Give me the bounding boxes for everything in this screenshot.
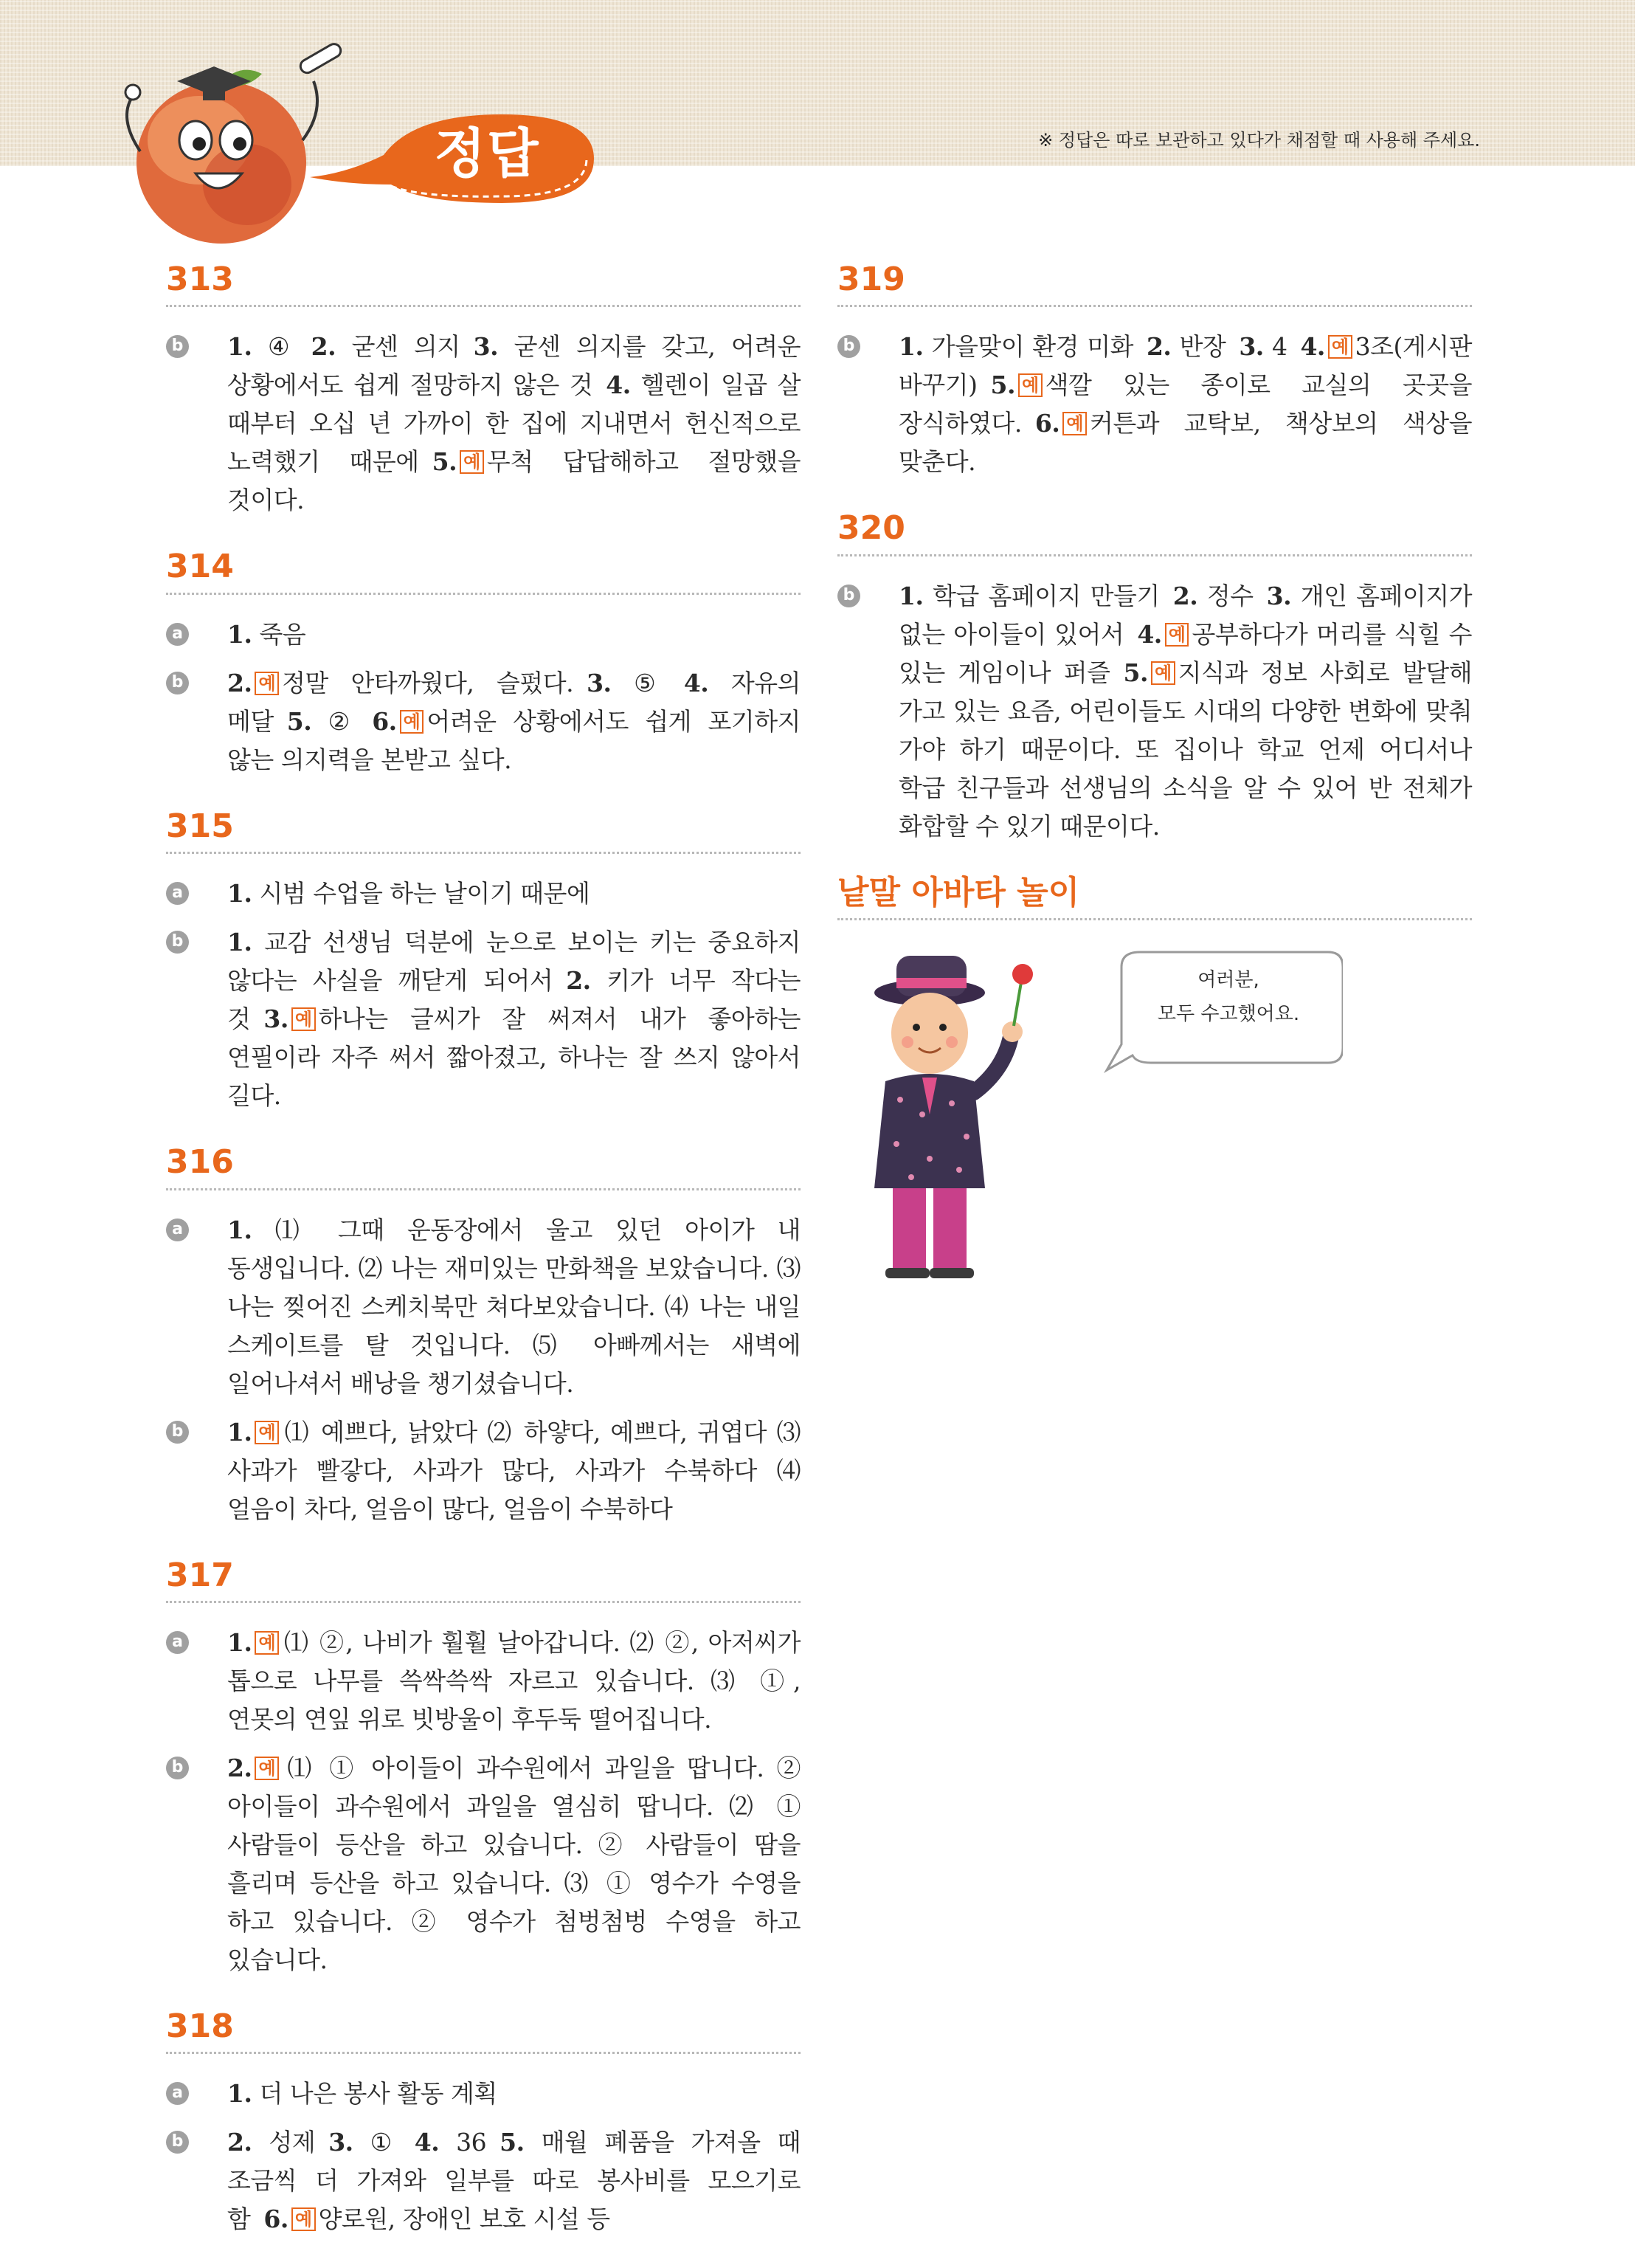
- section-number: 313: [166, 262, 801, 307]
- answer-text: [227, 2075, 801, 2113]
- answer-segment: 죽음: [252, 619, 306, 649]
- answer-text: [227, 2123, 801, 2238]
- question-number: 3.: [328, 2128, 353, 2157]
- level-badge-icon: b: [166, 335, 189, 358]
- level-badge-icon: a: [166, 1631, 189, 1654]
- example-mark: 예: [255, 1421, 279, 1444]
- section-number: 320: [837, 511, 1472, 556]
- answer-row: [166, 1413, 801, 1528]
- answer-section: [166, 549, 801, 779]
- question-number: 3.: [263, 1004, 288, 1034]
- question-number: 2.: [227, 2128, 252, 2157]
- example-mark: 예: [1328, 335, 1352, 359]
- question-number: 1.: [227, 1627, 252, 1657]
- answer-segment: 36: [439, 2128, 487, 2157]
- answer-segment: ⑴ 예쁘다, 낡았다 ⑵ 하얗다, 예쁘다, 귀엽다 ⑶ 사과가 빨갛다, 사과가 많다, 사과가 수북하다 ⑷ 얼음이 차다, 얼음이 많다, 얼음이 수북하다: [227, 1417, 801, 1523]
- answer-segment: ①: [353, 2128, 401, 2157]
- question-number: 4.: [414, 2128, 440, 2157]
- question-number: 5.: [1123, 658, 1148, 687]
- example-mark: 예: [1151, 661, 1175, 685]
- question-number: 2.: [311, 332, 336, 362]
- answer-text: [899, 328, 1472, 481]
- question-number: 1.: [227, 2079, 252, 2109]
- answer-section: [166, 809, 801, 1115]
- answer-text: [227, 923, 801, 1115]
- answer-section: [837, 262, 1472, 481]
- question-number: 2.: [1146, 332, 1172, 362]
- header-note: ※ 정답은 따로 보관하고 있다가 채점할 때 사용해 주세요.: [1038, 130, 1480, 151]
- level-badge-icon: a: [166, 882, 189, 905]
- question-number: 6.: [1034, 409, 1060, 438]
- answer-segment: 교감 선생님 덕분에 눈으로 보이는 키는 중요하지 않다는 사실을 깨닫게 되어서: [227, 928, 801, 996]
- answer-segment: 더 나은 봉사 활동 계획: [252, 2079, 497, 2109]
- question-number: 3.: [473, 332, 499, 362]
- section-number: 319: [837, 262, 1472, 307]
- answer-segment: 색깔 있는 종이로 교실의 곳곳을 장식하였다.: [899, 370, 1472, 438]
- answer-segment: ⑴ 그때 운동장에서 울고 있던 아이가 내 동생입니다. ⑵ 나는 재미있는 만화책을 보았습니다. ⑶ 나는 찢어진 스케치북만 쳐다보았습니다. ⑷ 나는 내일 스케이트를 탈 것입니다. ⑸ 아빠께서는 새벽에 일어나셔서 배낭을 챙기셨습니다.: [227, 1215, 801, 1398]
- answer-segment: 정말 안타까웠다, 슬펐다.: [282, 668, 574, 697]
- question-number: 4.: [1300, 332, 1325, 362]
- answer-segment: 자유의 메달: [227, 668, 801, 736]
- answer-segment: 어려운 상황에서도 쉽게 포기하지 않는 의지력을 본받고 싶다.: [227, 706, 801, 774]
- example-mark: 예: [1165, 623, 1189, 647]
- question-number: 3.: [1239, 332, 1264, 362]
- section-number: 낱말 아바타 놀이: [837, 875, 1472, 920]
- answer-section: [837, 875, 1472, 920]
- example-mark: 예: [291, 1007, 316, 1031]
- answer-section: [166, 1558, 801, 1979]
- page-title: 정답: [434, 123, 540, 185]
- question-number: 1.: [899, 332, 924, 362]
- left-column: [166, 262, 801, 2268]
- example-mark: 예: [1018, 373, 1043, 397]
- question-number: 2.: [227, 1753, 252, 1782]
- answer-segment: 지식과 정보 사회로 발달해 가고 있는 요즘, 어린이들도 시대의 다양한 변화에 맞춰 가야 하기 때문이다. 또 집이나 학교 언제 어디서나 학급 친구들과 선생님의 소식을 알 수 있어 반 전체가 화합할 수 있기 때문이다.: [899, 658, 1472, 841]
- answer-segment: ⑤: [611, 668, 671, 697]
- question-number: 1.: [227, 928, 252, 957]
- answer-segment: 굳센 의지를 갖고, 어려운 상황에서도 쉽게 절망하지 않은 것: [227, 332, 801, 400]
- answer-segment: 하나는 글씨가 잘 써져서 내가 좋아하는 연필이라 자주 써서 짧아졌고, 하나는 잘 쓰지 않아서 길다.: [227, 1004, 801, 1111]
- answer-section: [166, 2009, 801, 2238]
- answer-segment: 가을맞이 환경 미화: [923, 332, 1133, 362]
- example-mark: 예: [460, 450, 484, 474]
- answer-section: [166, 262, 801, 520]
- speech-line-1: 여러분,: [1197, 969, 1259, 991]
- question-number: 1.: [227, 619, 252, 649]
- answer-text: [227, 328, 801, 520]
- level-badge-icon: b: [837, 585, 860, 607]
- answer-text: [227, 1211, 801, 1403]
- answer-segment: 학급 홈페이지 만들기: [923, 581, 1160, 610]
- example-mark: 예: [400, 710, 424, 734]
- answer-text: [227, 875, 801, 913]
- section-number: 317: [166, 1558, 801, 1603]
- answer-segment: ⑴ ②, 나비가 훨훨 날아갑니다. ⑵ ②, 아저씨가 톱으로 나무를 쓱싹쓱싹 자르고 있습니다. ⑶ ①, 연못의 연잎 위로 빗방울이 후두둑 떨어집니다.: [227, 1627, 801, 1734]
- answer-segment: 매월 폐품을 가져올 때 조금씩 더 가져와 일부를 따로 봉사비를 모으기로 함: [227, 2128, 801, 2234]
- answer-row: [166, 616, 801, 654]
- level-badge-icon: b: [837, 335, 860, 358]
- answer-row: [166, 1624, 801, 1739]
- question-number: 1.: [227, 879, 252, 909]
- answer-segment: 3조(게시판 바꾸기): [899, 332, 1472, 400]
- answer-row: [166, 2123, 801, 2238]
- answer-row: [837, 328, 1472, 481]
- section-number: 316: [166, 1145, 801, 1190]
- answer-row: [166, 1749, 801, 1979]
- level-badge-icon: b: [166, 931, 189, 954]
- example-mark: 예: [291, 2207, 316, 2231]
- answer-segment: 굳센 의지: [336, 332, 460, 362]
- question-number: 5.: [286, 706, 312, 736]
- answer-text: [227, 1749, 801, 1979]
- answer-segment: 4: [1263, 332, 1287, 362]
- level-badge-icon: a: [166, 623, 189, 646]
- answer-segment: 공부하다가 머리를 식힐 수 있는 게임이나 퍼즐: [899, 619, 1472, 687]
- answer-row: [166, 875, 801, 913]
- section-number: 315: [166, 809, 801, 854]
- question-number: 2.: [1172, 581, 1198, 610]
- question-number: 2.: [566, 966, 591, 996]
- answer-segment: 정수: [1197, 581, 1254, 610]
- answer-segment: 양로원, 장애인 보호 시설 등: [318, 2205, 610, 2234]
- answer-segment: 헬렌이 일곱 살 때부터 오십 년 가까이 한 집에 지내면서 헌신적으로 노력했기 때문에: [227, 370, 801, 477]
- answer-text: [899, 577, 1472, 846]
- question-number: 1.: [227, 1215, 252, 1244]
- answer-segment: 성제: [252, 2128, 316, 2157]
- speech-bubble-text: [1121, 963, 1335, 1031]
- example-mark: 예: [255, 1631, 279, 1655]
- answer-row: [166, 328, 801, 520]
- question-number: 6.: [263, 2205, 288, 2234]
- level-badge-icon: b: [166, 2131, 189, 2154]
- question-number: 5.: [500, 2128, 525, 2157]
- answer-text: [227, 1413, 801, 1528]
- question-number: 4.: [1137, 619, 1162, 649]
- answer-section: [166, 1145, 801, 1528]
- question-number: 1.: [899, 581, 924, 610]
- answer-segment: 반장: [1171, 332, 1226, 362]
- question-number: 3.: [1266, 581, 1292, 610]
- speech-line-2: 모두 수고했어요.: [1157, 1003, 1300, 1025]
- level-badge-icon: a: [166, 1219, 189, 1241]
- section-number: 318: [166, 2009, 801, 2054]
- question-number: 1.: [227, 332, 252, 362]
- section-number: 314: [166, 549, 801, 594]
- answer-segment: ④: [252, 332, 298, 362]
- answer-segment: ②: [311, 706, 359, 736]
- answer-segment: 커튼과 교탁보, 책상보의 색상을 맞춘다.: [899, 409, 1472, 477]
- answer-text: [227, 1624, 801, 1739]
- answer-row: [837, 577, 1472, 846]
- answer-segment: 키가 너무 작다는 것: [227, 966, 801, 1034]
- answer-row: [166, 1211, 801, 1403]
- answer-segment: 무척 답답해하고 절망했을 것이다.: [227, 447, 801, 515]
- right-column: [837, 262, 1472, 950]
- example-mark: 예: [255, 672, 279, 695]
- question-number: 4.: [683, 668, 709, 697]
- question-number: 3.: [587, 668, 612, 697]
- level-badge-icon: b: [166, 672, 189, 694]
- level-badge-icon: b: [166, 1757, 189, 1779]
- example-mark: 예: [255, 1757, 279, 1780]
- example-mark: 예: [1062, 412, 1087, 435]
- answer-section: [837, 511, 1472, 845]
- level-badge-icon: b: [166, 1421, 189, 1444]
- answer-row: [166, 923, 801, 1115]
- answer-segment: ⑴ ① 아이들이 과수원에서 과일을 땁니다. ② 아이들이 과수원에서 과일을 열심히 땁니다. ⑵ ① 사람들이 등산을 하고 있습니다. ② 사람들이 땀을 흘리며 등산을 하고 있습니다. ⑶ ① 영수가 수영을 하고 있습니다. ② 영수가 첨벙첨벙 수영을 하고 있습니다.: [227, 1753, 801, 1974]
- question-number: 2.: [227, 668, 252, 697]
- question-number: 5.: [432, 447, 457, 477]
- answer-segment: 개인 홈페이지가 없는 아이들이 있어서: [899, 581, 1472, 649]
- question-number: 5.: [990, 370, 1015, 400]
- question-number: 1.: [227, 1417, 252, 1447]
- question-number: 6.: [372, 706, 397, 736]
- question-number: 4.: [606, 370, 631, 400]
- answer-segment: 시범 수업을 하는 날이기 때문에: [252, 879, 590, 909]
- answer-row: [166, 2075, 801, 2113]
- answer-text: [227, 616, 801, 654]
- answer-row: [166, 664, 801, 779]
- level-badge-icon: a: [166, 2082, 189, 2105]
- answer-text: [227, 664, 801, 779]
